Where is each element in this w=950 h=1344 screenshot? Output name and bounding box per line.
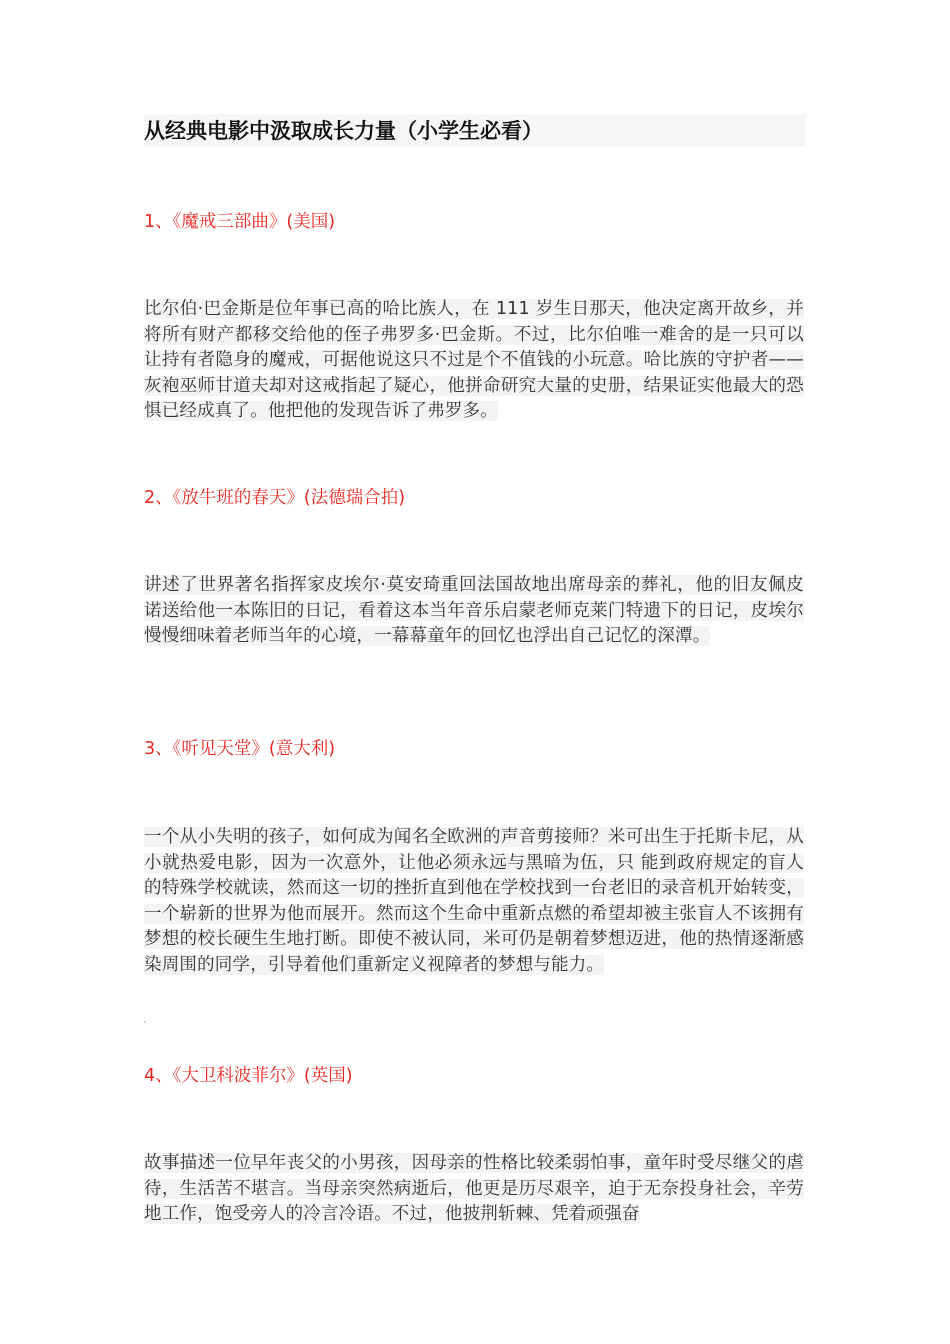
movie-country: (意大利) xyxy=(268,739,336,759)
movie-title: 《放牛班的春天》 xyxy=(172,488,304,508)
movie-heading-4 xyxy=(144,1064,353,1088)
movie-title: 《大卫科波菲尔》 xyxy=(172,1066,304,1086)
movie-country: (英国) xyxy=(303,1066,353,1086)
movie-description-1 xyxy=(144,297,804,425)
movie-number: 1、 xyxy=(144,212,173,232)
description-text: 讲述了世界著名指挥家皮埃尔·莫安琦重回法国故地出席母亲的葬礼，他的旧友佩皮诺送给他一本陈旧的日记，看着这本当年音乐启蒙老师克莱门特遗下的日记，皮埃尔慢慢细味着老师当年的心境，一幕幕童年的回忆也浮出自己记忆的深潭。 xyxy=(144,575,804,646)
description-text: 故事描述一位早年丧父的小男孩，因母亲的性格比较柔弱怕事，童年时受尽继父的虐待，生活苦不堪言。当母亲突然病逝后，他更是历尽艰辛，迫于无奈投身社会，辛劳地工作，饱受旁人的冷言冷语。不过，他披荆斩棘、凭着顽强奋 xyxy=(144,1153,804,1224)
movie-country: (美国) xyxy=(286,212,336,232)
description-text: 一个从小失明的孩子，如何成为闻名全欧洲的声音剪接师？米可出生于托斯卡尼，从小就热爱电影，因为一次意外，让他必须永远与黑暗为伍，只 能到政府规定的盲人的特殊学校就读，然而这一切的挫折直到他在学校找到一台老旧的录音机开始转变，一个崭新的世界为他而展开。然而这个生命中重新点燃的希望却被主张盲人不该拥有梦想的校长硬生生地打断。即使不被认同，米可仍是朝着梦想迈进，他的热情逐渐感染周围的同学，引导着他们重新定义视障者的梦想与能力。 xyxy=(144,827,804,975)
movie-number: 4、 xyxy=(144,1066,173,1086)
movie-title: 《听见天堂》 xyxy=(172,739,269,759)
movie-heading-1 xyxy=(144,210,335,234)
movie-description-4 xyxy=(144,1151,804,1228)
description-text: 比尔伯·巴金斯是位年事已高的哈比族人，在 111 岁生日那天，他决定离开故乡，并将所有财产都移交给他的侄子弗罗多·巴金斯。不过，比尔伯唯一难舍的是一只可以让持有者隐身的魔戒，可据他说这只不过是个不值钱的小玩意。哈比族的守护者——灰袍巫师甘道夫却对这戒指起了疑心，他拼命研究大量的史册，结果证实他最大的恐惧已经成真了。他把他的发现告诉了弗罗多。 xyxy=(144,299,804,421)
movie-title: 《魔戒三部曲》 xyxy=(172,212,287,232)
movie-heading-3 xyxy=(144,737,335,761)
movie-country: (法德瑞合拍) xyxy=(303,488,406,508)
movie-description-3 xyxy=(144,825,804,978)
movie-description-2 xyxy=(144,573,804,650)
movie-number: 3、 xyxy=(144,739,173,759)
movie-heading-2 xyxy=(144,486,405,510)
document-title: 从经典电影中汲取成长力量（小学生必看） xyxy=(144,119,543,143)
stray-mark xyxy=(144,1021,146,1023)
movie-number: 2、 xyxy=(144,488,173,508)
